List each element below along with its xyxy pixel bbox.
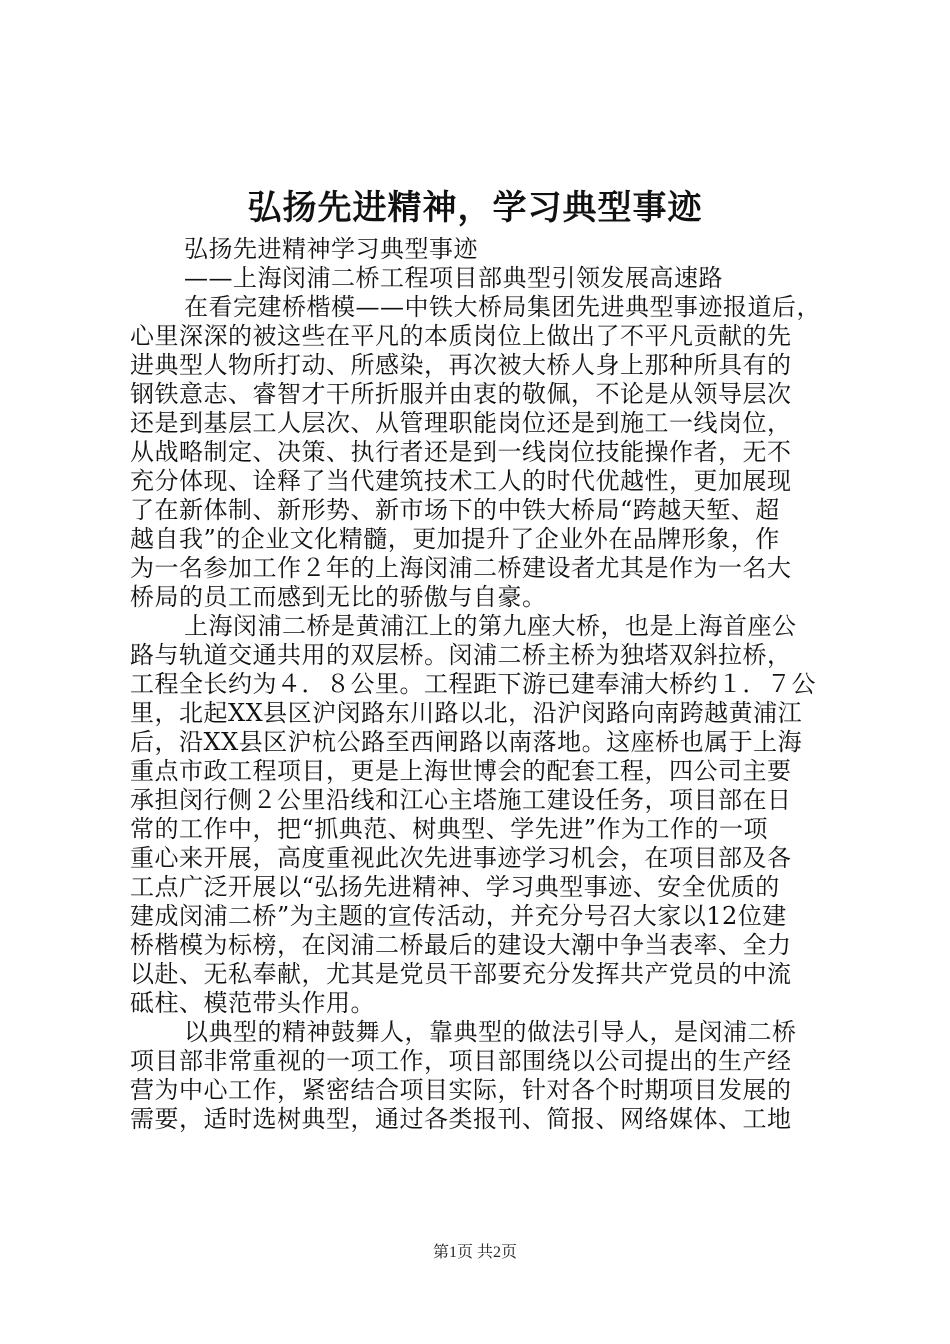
paragraph-line: 钢铁意志、睿智才干所折服并由衷的敬佩，不论是从领导层次 xyxy=(130,380,792,408)
paragraph-line: 以赴、无私奉献，尤其是党员干部要充分发挥共产党员的中流 xyxy=(130,960,792,988)
paragraph-line: 砥柱、模范带头作用。 xyxy=(130,989,375,1017)
paragraph-line: 承担闵行侧２公里沿线和江心主塔施工建设任务，项目部在日 xyxy=(130,786,792,814)
paragraph-line: 上海闵浦二桥是黄浦江上的第九座大桥，也是上海首座公 xyxy=(184,612,797,640)
paragraph-line: 了在新体制、新形势、新市场下的中铁大桥局“跨越天堑、超 xyxy=(130,496,780,524)
paragraph-line: 桥楷模为标榜，在闵浦二桥最后的建设大潮中争当表率、全力 xyxy=(130,931,792,959)
paragraph-line: 为一名参加工作２年的上海闵浦二桥建设者尤其是作为一名大 xyxy=(130,554,792,582)
paragraph-line: 充分体现、诠释了当代建筑技术工人的时代优越性，更加展现 xyxy=(130,467,792,495)
paragraph-line: 越自我”的企业文化精髓，更加提升了企业外在品牌形象，作 xyxy=(130,525,780,553)
paragraph-1 xyxy=(130,293,830,612)
document-title: 弘扬先进精神，学习典型事迹 xyxy=(247,188,703,228)
paragraph-line: 在看完建桥楷模——中铁大桥局集团先进典型事迹报道后， xyxy=(184,293,821,321)
paragraph-line: 进典型人物所打动、所感染，再次被大桥人身上那种所具有的 xyxy=(130,351,792,379)
paragraph-line: 还是到基层工人层次、从管理职能岗位还是到施工一线岗位， xyxy=(130,409,792,437)
paragraph-line: 从战略制定、决策、执行者还是到一线岗位技能操作者，无不 xyxy=(130,438,792,466)
paragraph-line: 重心来开展，高度重视此次先进事迹学习机会，在项目部及各 xyxy=(130,844,792,872)
paragraph-line: 桥局的员工而感到无比的骄傲与自豪。 xyxy=(130,583,547,611)
paragraph-line: 重点市政工程项目，更是上海世博会的配套工程，四公司主要 xyxy=(130,757,792,785)
paragraph-line: 后，沿XX县区沪杭公路至西闸路以南落地。这座桥也属于上海 xyxy=(130,728,803,756)
paragraph-line: 营为中心工作，紧密结合项目实际，针对各个时期项目发展的 xyxy=(130,1076,792,1104)
paragraph-line: 工程全长约为４．８公里。工程距下游已建奉浦大桥约１．７公 xyxy=(130,670,816,698)
document-body xyxy=(130,235,830,1134)
paragraph-line: 常的工作中，把“抓典范、树典型、学先进”作为工作的一项 xyxy=(130,815,769,843)
paragraph-3 xyxy=(130,1018,830,1134)
paragraph-line: 以典型的精神鼓舞人，靠典型的做法引导人，是闵浦二桥 xyxy=(184,1018,797,1046)
document-subtitle: 弘扬先进精神学习典型事迹 xyxy=(184,235,478,263)
paragraph-line: 里，北起XX县区沪闵路东川路以北，沿沪闵路向南跨越黄浦江 xyxy=(130,699,803,727)
page-footer: 第1页 共2页 xyxy=(432,1244,517,1261)
paragraph-line: 建成闵浦二桥”为主题的宣传活动，并充分号召大家以12位建 xyxy=(130,902,787,930)
paragraph-line: 工点广泛开展以“弘扬先进精神、学习典型事迹、安全优质的 xyxy=(130,873,780,901)
paragraph-line: 项目部非常重视的一项工作，项目部围绕以公司提出的生产经 xyxy=(130,1047,792,1075)
paragraph-line: 需要，适时选树典型，通过各类报刊、简报、网络媒体、工地 xyxy=(130,1105,792,1133)
paragraph-2 xyxy=(130,612,830,1018)
paragraph-line: 心里深深的被这些在平凡的本质岗位上做出了不平凡贡献的先 xyxy=(130,322,792,350)
document-sub-heading: ——上海闵浦二桥工程项目部典型引领发展高速路 xyxy=(184,264,723,292)
paragraph-line: 路与轨道交通共用的双层桥。闵浦二桥主桥为独塔双斜拉桥， xyxy=(130,641,792,669)
